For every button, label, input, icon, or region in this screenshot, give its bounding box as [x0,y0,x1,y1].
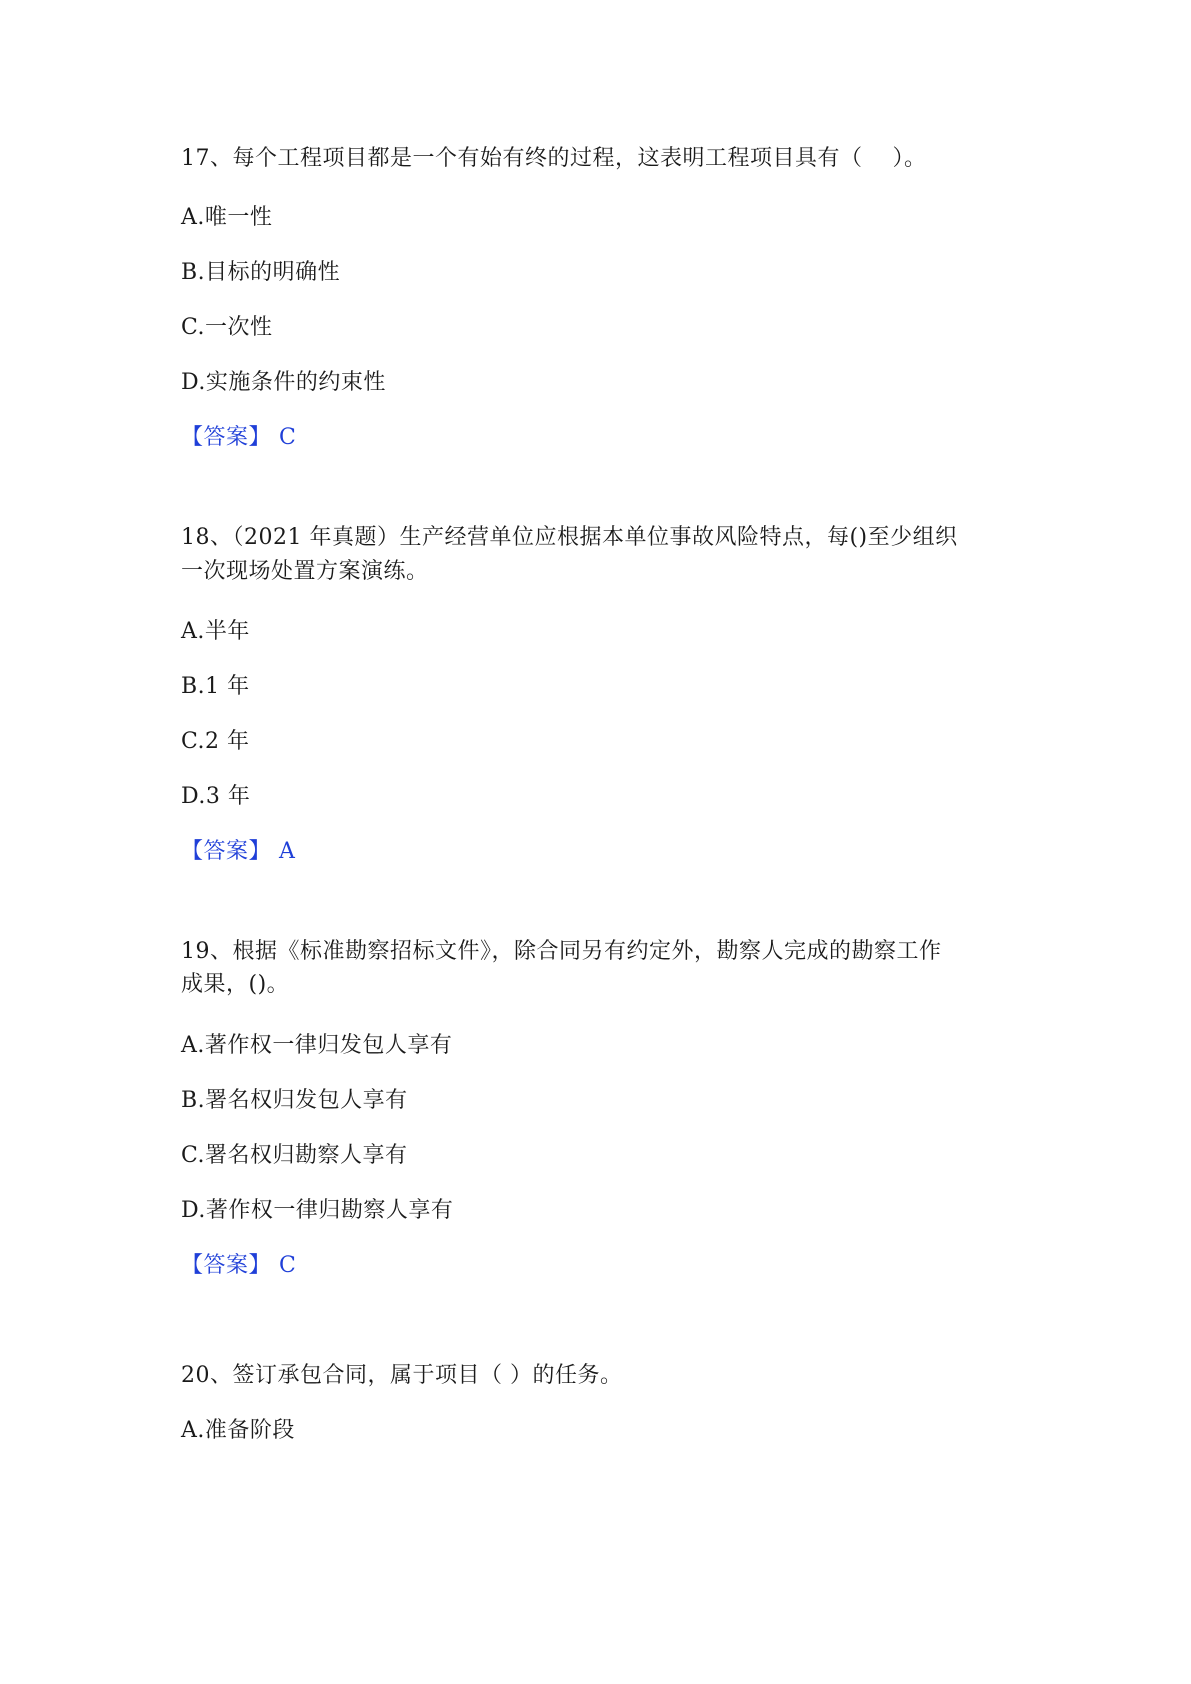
question-20-option-a: A.准备阶段 [181,1418,295,1443]
question-17-option-c: C.一次性 [181,315,273,340]
question-19-option-b: B.署名权归发包人享有 [181,1088,408,1113]
question-18-option-a: A.半年 [181,619,250,644]
question-20-stem-line-1: 20、签订承包合同，属于项目（ ）的任务。 [181,1363,623,1388]
question-18-option-d: D.3 年 [181,784,251,809]
question-17-stem-line-1: 17、每个工程项目都是一个有始有终的过程，这表明工程项目具有（ ）。 [181,146,927,171]
question-17-option-a: A.唯一性 [181,205,273,230]
answer-value: C [279,425,297,450]
question-17-answer [181,421,1041,455]
question-19-option-a: A.著作权一律归发包人享有 [181,1033,453,1058]
question-18-stem-line-1: 18、（2021 年真题）生产经营单位应根据本单位事故风险特点，每()至少组织 [181,525,958,550]
answer-value: C [279,1253,297,1278]
question-18-stem-line-2: 一次现场处置方案演练。 [181,559,429,584]
question-19-option-c: C.署名权归勘察人享有 [181,1143,408,1168]
answer-value: A [279,839,296,864]
question-19-option-d: D.著作权一律归勘察人享有 [181,1198,454,1223]
question-17-option-d: D.实施条件的约束性 [181,370,386,395]
question-19-stem-line-1: 19、根据《标准勘察招标文件》，除合同另有约定外，勘察人完成的勘察工作 [181,939,942,964]
answer-label: 【答案】 [181,1253,272,1278]
question-19-answer [181,1249,1041,1283]
question-18-answer [181,835,1041,869]
answer-label: 【答案】 [181,425,272,450]
question-18-option-c: C.2 年 [181,729,250,754]
question-19-stem-line-2: 成果，()。 [181,972,290,997]
answer-label: 【答案】 [181,839,272,864]
question-17-option-b: B.目标的明确性 [181,260,341,285]
question-18-option-b: B.1 年 [181,674,250,699]
